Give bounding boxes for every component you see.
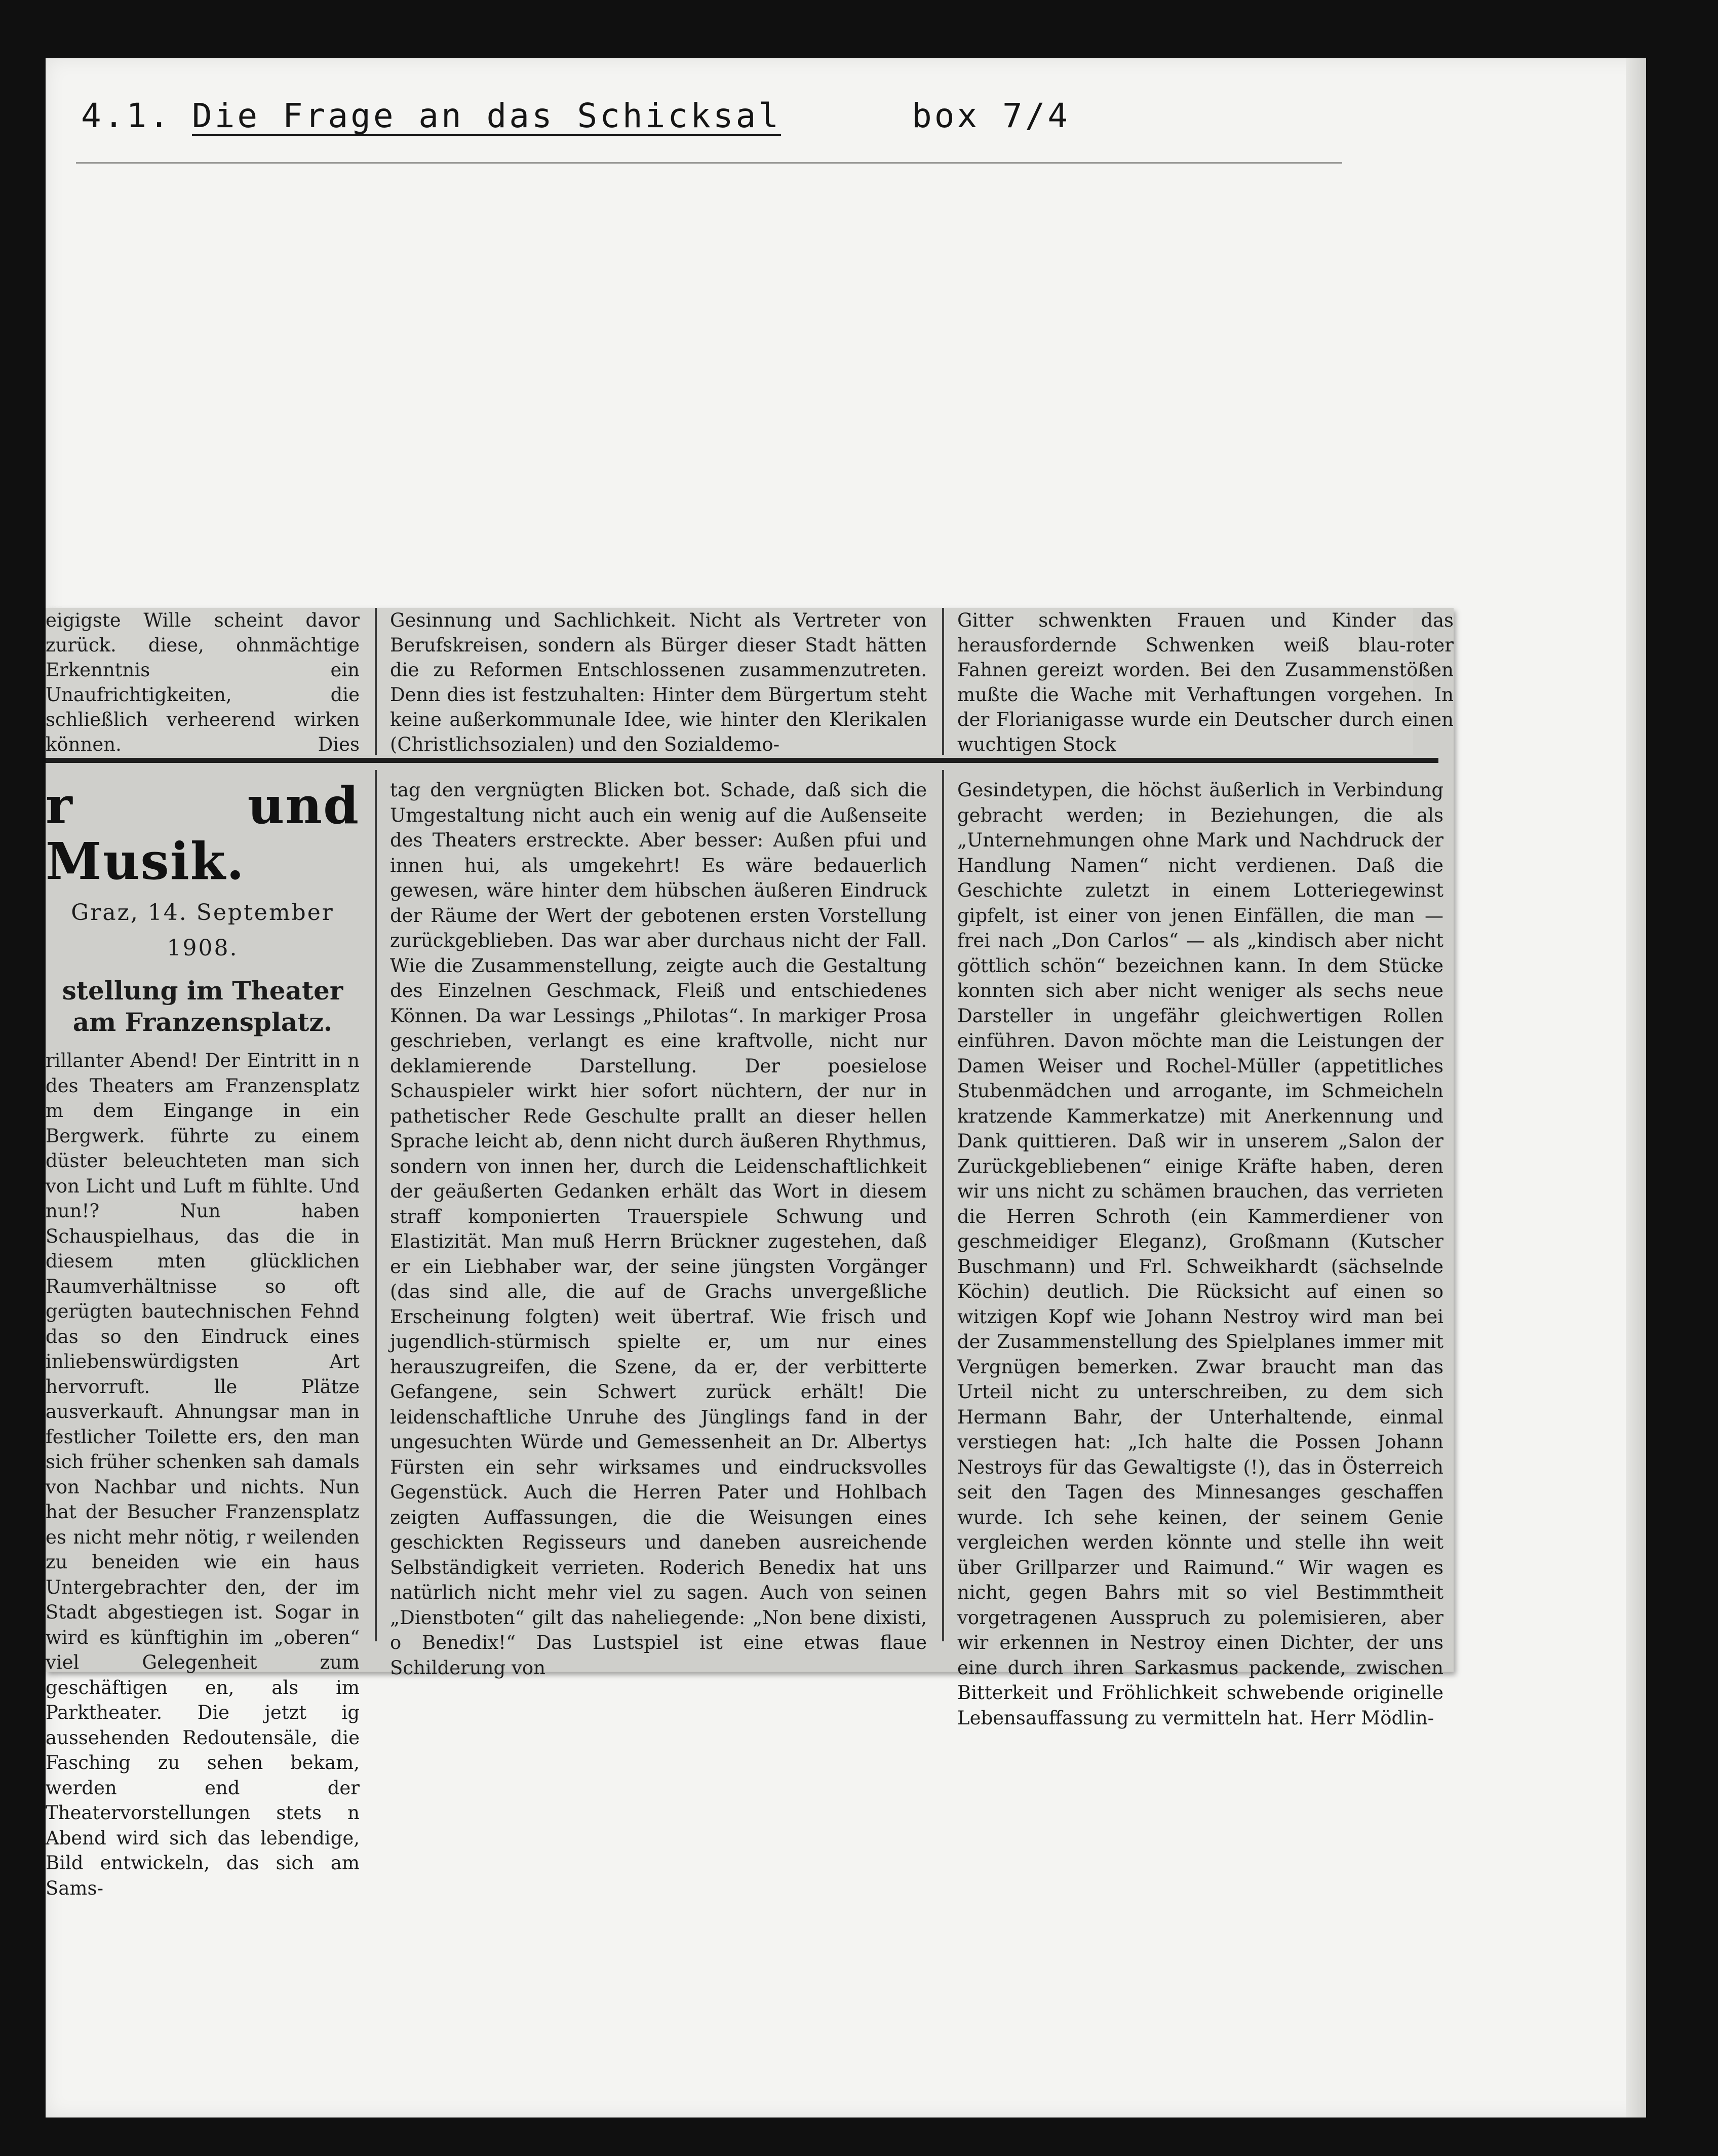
strip-column-3: Gitter schwenkten Frauen und Kinder das herausfordernde Schwenken weiß blau-roter Fahnen gereizt worden. Bei den Zusammenstößen mußte die Wache mit Verhaftungen vorgehen. In der Florianigasse wurde ein Deutscher durch einen wuchtigen Stock xyxy=(957,609,1454,755)
section-rule xyxy=(46,758,1438,763)
column-separator-1 xyxy=(375,770,377,1641)
box-label: box 7/4 xyxy=(912,96,1071,135)
newspaper-clipping xyxy=(46,608,1454,1899)
strip-column-1: eigigste Wille scheint davor zurück. diese, ohnmächtige Erkenntnis ein Unaufrichtigkeiten, die schließlich verheerend wirken können. Dies xyxy=(46,609,360,755)
article-text-1: rillanter Abend! Der Eintritt in n des Theaters am Franzensplatz m dem Eingange in ein Bergwerk. führte zu einem düster beleuchteten man sich von Licht und Luft m fühlte. Und nun!? Nun haben Schauspielhaus, das die in diesem mten glücklichen Raumverhältnisse so oft gerügten bautechnischen Fehnd das so den Eindruck eines inliebenswürdigsten Art hervorruft. lle Plätze ausverkauft. Ahnungsar man in festlicher Toilette ers, den man sich früher schenken sah damals von Nachbar und nichts. Nun hat der Besucher Franzensplatz es nicht mehr nötig, r weilenden zu beneiden wie ein haus Untergebrachter den, der im Stadt abgestiegen ist. Sogar in wird es künftighin im „oberen“ viel Gelegenheit zum geschäftigen en, als im Parktheater. Die jetzt ig aussehenden Redoutensäle, die Fasching zu sehen bekam, werden end der Theatervorstellungen stets n Abend wird sich das lebendige, Bild entwickeln, das sich am Sams- xyxy=(46,1050,360,1899)
section-masthead: r und Musik. xyxy=(46,776,360,891)
article-column-2 xyxy=(390,778,927,1680)
strip-column-2: Gesinnung und Sachlichkeit. Nicht als Vertreter von Berufskreisen, sondern als Bürger dieser Stadt hätten die zu Reformen Entschlossenen zusammenzutreten. Denn dies ist festzuhalten: Hinter dem Bürgertum steht keine außerkommunale Idee, wie hinter den Klerikalen (Christlichsozialen) und den Sozialdemo- xyxy=(390,609,927,755)
strip-separator-1 xyxy=(375,608,377,755)
header-rule xyxy=(76,162,1342,164)
article-subhead: stellung im Theater am Franzensplatz. xyxy=(62,976,343,1037)
article-text-3: Gesindetypen, die höchst äußerlich in Verbindung gebracht werden; in Beziehungen, die als „Unternehmungen ohne Mark und Nachdruck der Handlung Namen“ nicht verdienen. Daß die Geschichte zuletzt in einem Lotteriegewinst gipfelt, ist einer von jenen Einfällen, die man — frei nach „Don Carlos“ — als „kindisch aber nicht göttlich schön“ bezeichnen kann. In dem Stücke konnten sich aber nicht weniger als sechs neue Darsteller in ungefähr gleichwertigen Rollen einführen. Davon möchte man die Leistungen der Damen Weiser und Rochel-Müller (appetitliches Stubenmädchen und arrogante, im Schmeicheln kratzende Kammerkatze) mit Anerkennung und Dank quittieren. Daß wir in unserem „Salon der Zurückgebliebenen“ einige Kräfte haben, deren wir uns nicht zu schämen brauchen, das verrieten die Herren Schroth (ein Kammerdiener von geschmeidiger Eleganz), Großmann (Kutscher Buschmann) und Frl. Schweikhardt (sächselnde Köchin) deutlich. Die Rücksicht auf einen so witzigen Kopf wie Johann Nestroy wird man bei der Zusammenstellung des Spielplanes immer mit Vergnügen bemerken. Zwar braucht man das Urteil nicht zu unterschreiben, zu dem sich Hermann Bahr, der Unterhaltende, einmal verstiegen hat: „Ich halte die Possen Johann Nestroys für das Gewaltigste (!), das in Österreich seit den Tagen des Minnesanges geschaffen wurde. Ich sehe keinen, der seinem Genie vergleichen werden könnte und stelle ihn weit über Grillparzer und Raimund.“ Wir wagen es nicht, gegen Bahrs mit so viel Bestimmtheit vorgetragenen Ausspruch zu polemisieren, aber wir erkennen in Nestroy einen Dichter, der uns eine durch ihren Sarkasmus packende, zwischen Bitterkeit und Fröhlichkeit schwebende originelle Lebensauffassung zu vermitteln hat. Herr Mödlin- xyxy=(957,779,1443,1729)
article-column-3 xyxy=(957,778,1443,1730)
article-column-1 xyxy=(46,778,360,1901)
dateline: Graz, 14. September 1908. xyxy=(71,900,334,961)
sheet-edge xyxy=(1626,58,1646,2118)
article-text-2: tag den vergnügten Blicken bot. Schade, daß sich die Umgestaltung nicht auch ein wenig auf die Außenseite des Theaters erstreckte. Aber besser: Außen pfui und innen hui, als umgekehrt! Es wäre bedauerlich gewesen, wäre hinter dem hübschen äußeren Eindruck der Räume der Wert der gebotenen ersten Vorstellung zurückgeblieben. Das war aber durchaus nicht der Fall. Wie die Zusammenstellung, zeigte auch die Gestaltung des Einzelnen Geschmack, Fleiß und entschiedenes Können. Da war Lessings „Philotas“. In markiger Prosa geschrieben, verlangt es eine kraftvolle, nicht nur deklamierende Darstellung. Der poesielose Schauspieler wirkt hier sofort nüchtern, der nur in pathetischer Rede Geschulte prallt an dieser hellen Sprache leicht ab, denn nicht durch äußeren Rhythmus, sondern von innen her, durch die Leidenschaftlichkeit der geäußerten Gedanken erhält das Wort in diesem straff komponierten Trauerspiele Schwung und Elastizität. Man muß Herrn Brückner zugestehen, daß er ein Liebhaber war, der seine jüngsten Vorgänger (das sind alle, die auf de Grachs unvergeßliche Erscheinung folgten) weit übertraf. Wie frisch und jugendlich-stürmisch spielte er, um nur eines herauszugreifen, die Szene, da er, der verbitterte Gefangene, sein Schwert zurück erhält! Die leidenschaftliche Unruhe des Jünglings fand in der ungesuchten Würde und Gemessenheit an Dr. Albertys Fürsten ein sehr wirksames und eindrucksvolles Gegenstück. Auch die Herren Pater und Hohlbach zeigten Auffassungen, die die Weisungen eines geschickten Regisseurs und daneben ausreichende Selbständigkeit verrieten. Roderich Benedix hat uns natürlich nicht mehr viel zu sagen. Auch von seinen „Dienstboten“ gilt das naheliegende: „Non bene dixisti, o Benedix!“ Das Lustspiel ist eine etwas flaue Schilderung von xyxy=(390,779,927,1679)
typed-header xyxy=(81,96,781,135)
strip-separator-2 xyxy=(942,608,944,755)
column-separator-2 xyxy=(942,770,944,1641)
folder-number: 4.1. xyxy=(81,96,172,135)
folder-title: Die Frage an das Schicksal xyxy=(191,96,782,135)
top-strip xyxy=(46,608,1454,755)
